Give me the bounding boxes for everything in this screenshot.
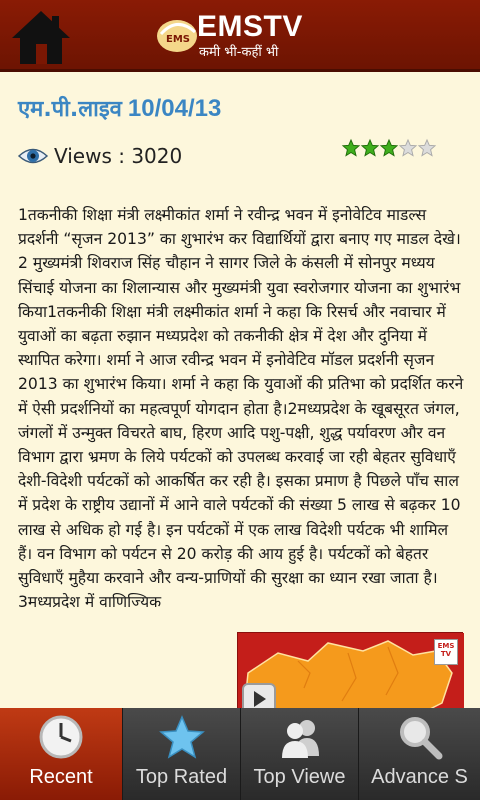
article-view[interactable] [0, 75, 480, 708]
users-icon [277, 714, 323, 760]
tab-top-rated[interactable] [123, 708, 241, 800]
emstv-logo [155, 10, 335, 62]
home-button[interactable] [10, 8, 72, 66]
video-badge [434, 639, 458, 665]
tab-label: Advance S [371, 766, 468, 788]
star-empty-icon[interactable] [399, 139, 417, 157]
star-icon [159, 714, 205, 760]
logo-mark-text: EMS [166, 34, 190, 45]
app-header [0, 0, 480, 72]
tab-label: Top Rated [135, 766, 228, 788]
article-title [18, 93, 221, 123]
rating-stars[interactable] [342, 139, 436, 157]
bottom-tab-bar [0, 708, 480, 800]
star-filled-icon[interactable] [342, 139, 360, 157]
star-empty-icon[interactable] [418, 139, 436, 157]
clock-icon [38, 714, 84, 760]
video-badge-text: EMS TV [437, 642, 455, 658]
tab-label: Recent [29, 766, 93, 788]
tab-advance-search[interactable] [359, 708, 480, 800]
view-count [18, 141, 182, 171]
tab-label: Top Viewe [253, 766, 346, 788]
star-filled-icon[interactable] [361, 139, 379, 157]
star-filled-icon[interactable] [380, 139, 398, 157]
views-label: Views : 3020 [54, 144, 183, 168]
logo-title: EMSTV [197, 10, 303, 43]
tab-recent[interactable] [0, 708, 123, 800]
article-body: 1तकनीकी शिक्षा मंत्री लक्ष्मीकांत शर्मा ने रवीन्द्र भवन में इनोवेटिव माडल्स प्रदर्शनी “सृजन 2013” का शुभारंभ कर विद्यार्थियों द्वारा बनाए गए माडल देखे।2 मुख्यमंत्री शिवराज सिंह चौहान ने सागर जिले के कंसली में सोनपुर मध्यय सिंचाई योजना का शिलान्यास और मुख्यमंत्री युवा स्वरोजगार योजना का शुभारंभ किया1तकनीकी शिक्षा मंत्री लक्ष्मीकांत शर्मा ने कहा कि रिसर्च और नवाचार में युवाओं का बढ़ता रुझान मध्यप्रदेश को तकनीकी क्षेत्र में देश और दुनिया में स्थापित करेगा। शर्मा ने आज रवीन्द्र भवन में इनोवेटिव मॉडल प्रदर्शनी सृजन 2013 का शुभारंभ किया। शर्मा ने कहा कि युवाओं की प्रतिभा को प्रदर्शित करने में ऐसी प्रदर्शनियों का महत्वपूर्ण योगदान होता है।2मध्यप्रदेश के खूबसूरत जंगल, जंगलों में उन्मुक्त विचरते बाघ, हिरण आदि पशु-पक्षी, शुद्ध पर्यावरण और वन विभाग द्वारा भ्रमण के लिये पर्यटकों को उपलब्ध करवाई जा रही बेहतर सुविधाएँ देशी-विदेशी पर्यटकों को आकर्षित कर रही है। इसका प्रमाण है पिछले पाँच साल में प्रदेश के राष्ट्रीय उद्यानों में आने वाले पर्यटकों की संख्या 5 लाख से बढ़कर 10 लाख से अधिक हो गई है। इन पर्यटकों में एक लाख विदेशी पर्यटक भी शामिल हैं। वन विभाग को पर्यटन से 20 करोड़ की आय हुई है। पर्यटकों को बेहतर सुविधाएँ मुहैया करवाने और वन्य-प्राणियों की सुरक्षा का ध्यान रखा जाता है।3मध्यप्रदेश में वाणिज्यिक [18, 206, 464, 612]
logo-mark-icon [155, 14, 199, 54]
tab-top-viewed[interactable] [241, 708, 359, 800]
home-icon [10, 8, 72, 66]
logo-tagline: कमी भी-कहीं भी [199, 45, 279, 60]
article-title-date: 10/04/13 [127, 95, 222, 122]
article-title-prefix: एम.पी.लाइव [18, 97, 122, 122]
magnifier-icon [397, 714, 443, 760]
eye-icon [18, 146, 48, 166]
